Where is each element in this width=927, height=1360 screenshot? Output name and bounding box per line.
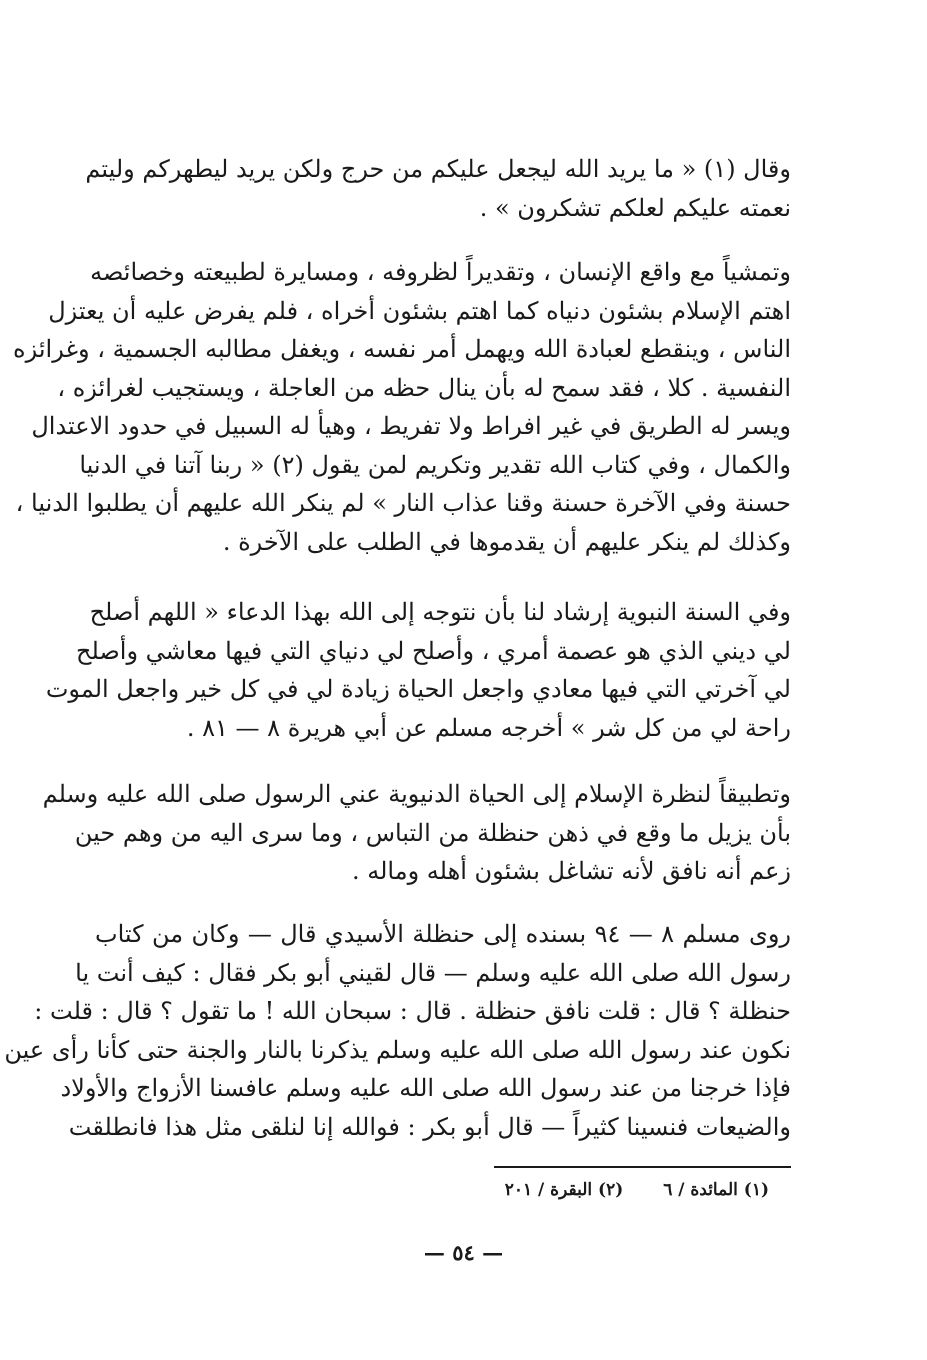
paragraph-5 <box>4 915 791 1146</box>
text-line: نعمته عليكم لعلكم تشكرون » . <box>479 193 791 222</box>
text-line: وتطبيقاً لنظرة الإسلام إلى الحياة الدنيوية عني الرسول صلى الله عليه وسلم <box>42 780 791 808</box>
text-line: لي ديني الذي هو عصمة أمري ، وأصلح لي دنياي التي فيها معاشي وأصلح <box>75 636 791 665</box>
text-line: وقال (١) « ما يريد الله ليجعل عليكم من حرج ولكن يريد ليطهركم وليتم <box>85 155 791 183</box>
paragraph-3 <box>45 593 791 747</box>
text-line: النفسية . كلا ، فقد سمح له بأن ينال حظه من العاجلة ، ويستجيب لغرائزه ، <box>57 373 791 402</box>
text-line: الناس ، وينقطع لعبادة الله ويهمل أمر نفسه ، ويغفل مطالبه الجسمية ، وغرائزه <box>13 335 791 363</box>
text-line: فإذا خرجنا من عند رسول الله صلى الله عليه وسلم عافسنا الأزواج والأولاد <box>60 1074 791 1102</box>
text-line: بأن يزيل ما وقع في ذهن حنظلة من التباس ، وما سرى اليه من وهم حين <box>74 818 791 847</box>
footnote-divider <box>494 1166 791 1168</box>
page-number: — ٥٤ — <box>423 1240 504 1265</box>
paragraph-2 <box>13 253 791 561</box>
text-line: وتمشياً مع واقع الإنسان ، وتقديراً لظروفه ، ومسايرة لطبيعته وخصائصه <box>90 258 791 286</box>
paragraph-1 <box>85 150 791 227</box>
text-line: زعم أنه نافق لأنه تشاغل بشئون أهله وماله . <box>351 857 791 885</box>
footnote-1: (١) المائدة / ٦ <box>663 1180 769 1200</box>
text-line: وفي السنة النبوية إرشاد لنا بأن نتوجه إلى الله بهذا الدعاء « اللهم أصلح <box>89 598 791 626</box>
text-line: والضيعات فنسينا كثيراً — قال أبو بكر : فوالله إنا لنلقى مثل هذا فانطلقت <box>68 1112 791 1141</box>
text-line: وكذلك لم ينكر عليهم أن يقدموها في الطلب على الآخرة . <box>222 527 791 556</box>
text-line: اهتم الإسلام بشئون دنياه كما اهتم بشئون أخراه ، فلم يفرض عليه أن يعتزل <box>48 296 791 325</box>
text-line: حنظلة ؟ قال : قلت نافق حنظلة . قال : سبحان الله ! ما تقول ؟ قال : قلت : <box>34 997 791 1025</box>
text-line: نكون عند رسول الله صلى الله عليه وسلم يذكرنا بالنار والجنة حتى كأنا رأى عين <box>4 1035 791 1064</box>
text-line: رسول الله صلى الله عليه وسلم — قال لقيني أبو بكر فقال : كيف أنت يا <box>75 958 791 987</box>
text-line: لي آخرتي التي فيها معادي واجعل الحياة زيادة لي في كل خير واجعل الموت <box>45 675 791 703</box>
text-line: راحة لي من كل شر » أخرجه مسلم عن أبي هريرة ٨ — ٨١ . <box>186 713 791 742</box>
text-line: ويسر له الطريق في غير افراط ولا تفريط ، وهيأ له السبيل في حدود الاعتدال <box>31 412 791 440</box>
paragraph-4 <box>42 775 791 891</box>
text-line: روى مسلم ٨ — ٩٤ بسنده إلى حنظلة الأسيدي قال — وكان من كتاب <box>95 920 791 948</box>
text-line: حسنة وفي الآخرة حسنة وقنا عذاب النار » لم ينكر الله عليهم أن يطلبوا الدنيا ، <box>15 489 791 517</box>
text-line: والكمال ، وفي كتاب الله تقدير وتكريم لمن يقول (٢) « ربنا آتنا في الدنيا <box>79 450 791 479</box>
footnotes <box>505 1180 769 1200</box>
footnote-2: (٢) البقرة / ٢٠١ <box>504 1180 624 1200</box>
